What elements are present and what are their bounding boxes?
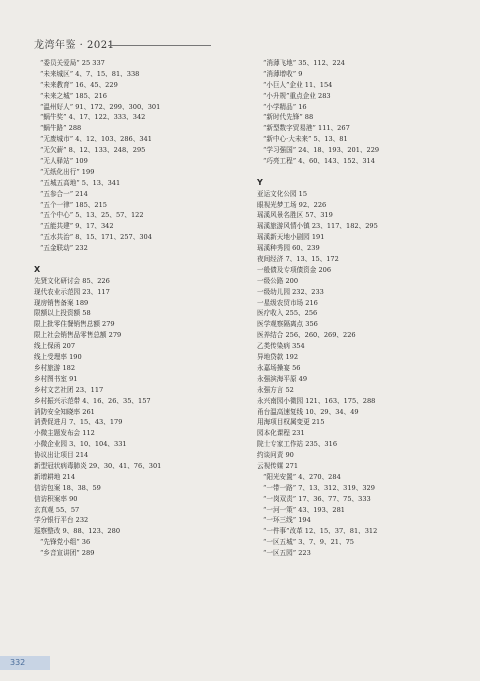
index-entry: 学分银行平台 232 [34, 516, 89, 525]
index-entry: “五城五高地” 5、13、341 [40, 178, 121, 187]
index-entry: “五参合一” 214 [40, 189, 88, 198]
index-entry: 信访包案 18、38、59 [34, 483, 101, 492]
index-entry: 现代农业示范园 23、117 [34, 287, 110, 296]
index-entry: 永兴南园小微园 121、163、175、288 [257, 396, 376, 405]
index-entry: 乡村图书室 91 [34, 374, 78, 383]
spacer [257, 167, 457, 178]
index-entry: “新型数字贸易港” 111、267 [263, 124, 350, 133]
running-header: 龙湾年鉴 · 2021 [34, 40, 115, 51]
index-entry: 眼视光梦工场 92、226 [257, 200, 327, 209]
index-entry: “未来之城” 185、216 [40, 91, 107, 100]
index-entry: “阳光安置” 4、270、284 [263, 472, 341, 481]
index-entry: 玄真观 55、57 [34, 505, 80, 514]
index-entry: “巧亮工程” 4、60、143、152、314 [263, 157, 375, 166]
index-entry: “无欠薪” 8、12、133、248、295 [40, 146, 146, 155]
index-entry: “消薄增收” 9 [263, 69, 303, 78]
index-entry: “学习强国” 24、18、193、201、229 [263, 146, 380, 155]
index-entry: “一岗双责” 17、36、77、75、333 [263, 494, 371, 503]
index-entry: 巡察整改 9、88、123、280 [34, 527, 121, 536]
index-entry: 限上批零住餐销售总额 279 [34, 320, 115, 329]
index-entry: 新型冠状病毒肺炎 29、30、41、76、301 [34, 461, 162, 470]
index-entry: 线上保函 207 [34, 342, 76, 351]
index-entry: 协议出让项目 214 [34, 451, 89, 460]
index-entry: “五水共治” 8、15、171、257、304 [40, 233, 152, 242]
index-entry: 消费促进月 7、15、43、179 [34, 418, 123, 427]
index-entry: 限额以上投资额 58 [34, 309, 91, 318]
section-letter-heading: X [34, 264, 41, 274]
index-entry: 用海项目权属变更 215 [257, 418, 325, 427]
section-letter-heading: Y [257, 177, 263, 187]
index-entry: 甬台温高速复线 10、29、34、49 [257, 407, 359, 416]
index-entry: 永强方言 52 [257, 385, 294, 394]
index-entry: 小微主题发布会 112 [34, 429, 95, 438]
index-entry: “蜗牛奖” 4、17、122、333、342 [40, 113, 146, 122]
index-entry: “乡音宣讲团” 289 [40, 549, 95, 558]
index-entry: 瑶溪旅游风情小镇 23、117、182、295 [257, 222, 378, 231]
index-entry: 夜间经济 7、13、15、172 [257, 255, 339, 264]
index-entry: “小升规”重点企业 283 [263, 91, 331, 100]
index-entry: “无废城市” 4、12、103、286、341 [40, 135, 152, 144]
index-entry: 小微企业园 3、10、104、331 [34, 440, 127, 449]
index-entry: “无纸化出行” 199 [40, 167, 95, 176]
index-entry: 院士专家工作站 235、316 [257, 440, 338, 449]
index-entry: “一河一策” 43、193、281 [263, 505, 345, 514]
index-entry: “新时代先锋” 88 [263, 113, 314, 122]
index-entry: “一带一路” 7、13、312、319、329 [263, 483, 375, 492]
index-entry: “蜗牛路” 288 [40, 124, 82, 133]
index-entry: “小学精品” 16 [263, 102, 307, 111]
index-entry: 限上社会销售品零售总额 279 [34, 331, 122, 340]
index-entry: 乡村旅游 182 [34, 363, 76, 372]
index-entry: “新中心·大未来” 5、13、81 [263, 135, 348, 144]
index-entry: “温州好人” 91、172、299、300、301 [40, 102, 161, 111]
index-column-right [257, 58, 457, 559]
index-entry: 约谈问责 90 [257, 451, 294, 460]
index-entry: 园本化课程 231 [257, 429, 305, 438]
index-entry: 永嘉场操宴 56 [257, 363, 301, 372]
index-entry: “一环三线” 194 [263, 516, 311, 525]
index-entry: 医学观察隔离点 356 [257, 320, 318, 329]
index-entry: 一般债及专项债资金 206 [257, 265, 332, 274]
index-entry: 云视传媒 271 [257, 461, 299, 470]
index-entry: 医养结合 256、260、269、226 [257, 331, 356, 340]
index-entry: 一级公路 200 [257, 276, 299, 285]
index-entry: “先锋党小组” 36 [40, 538, 91, 547]
index-column-left [34, 58, 234, 559]
index-entry: 乡村振兴示范带 4、16、26、35、157 [34, 396, 151, 405]
index-entry: “未来城区” 4、7、15、81、338 [40, 69, 140, 78]
header-rule [108, 45, 211, 46]
index-entry: 先贤文化研讨会 85、226 [34, 276, 110, 285]
index-entry: 乡村文艺社团 23、117 [34, 385, 104, 394]
index-entry: “五个一律” 185、215 [40, 200, 107, 209]
index-entry: 一级幼儿园 232、233 [257, 287, 324, 296]
index-entry: 瑶溪风景名胜区 57、319 [257, 211, 333, 220]
index-entry: 医疗收入 255、256 [257, 309, 318, 318]
spacer [34, 254, 234, 265]
index-entry: 瑶溪新天地小剧园 191 [257, 233, 325, 242]
index-entry: “一区五城” 3、7、9、21、75 [263, 538, 354, 547]
index-entry: 线上受理率 190 [34, 353, 82, 362]
index-entry: 现房销售备案 189 [34, 298, 89, 307]
index-entry: 新增耕地 214 [34, 472, 76, 481]
index-entry: 永强滨海平原 49 [257, 374, 308, 383]
index-entry: “五个中心” 5、13、25、57、122 [40, 211, 144, 220]
index-entry: 消防安全知晓率 261 [34, 407, 95, 416]
index-entry: 一星级农贸市场 216 [257, 298, 318, 307]
index-entry: “消薄飞地” 35、112、224 [263, 59, 345, 67]
page-number: 332 [10, 658, 26, 667]
index-entry: 信访积案率 90 [34, 494, 78, 503]
index-entry: “五能共建” 9、17、342 [40, 222, 114, 231]
page-number-tab [0, 656, 50, 670]
index-entry: “一件事”改革 12、15、37、81、312 [263, 527, 378, 536]
index-entry: 亚运文化公园 15 [257, 189, 308, 198]
index-entry: 乙类传染病 354 [257, 342, 305, 351]
index-entry: 异地贷款 192 [257, 353, 299, 362]
index-entry: “五金联动” 232 [40, 244, 88, 253]
index-entry: 瑶溪种秀园 60、239 [257, 244, 320, 253]
index-entry: “委员关爱局” 25 337 [40, 59, 105, 67]
index-entry: “一区五园” 223 [263, 549, 311, 558]
index-entry: “小巨人”企业 11、154 [263, 80, 333, 89]
index-entry: “未来教育” 16、45、229 [40, 80, 118, 89]
index-entry: “无人驿站” 109 [40, 157, 88, 166]
